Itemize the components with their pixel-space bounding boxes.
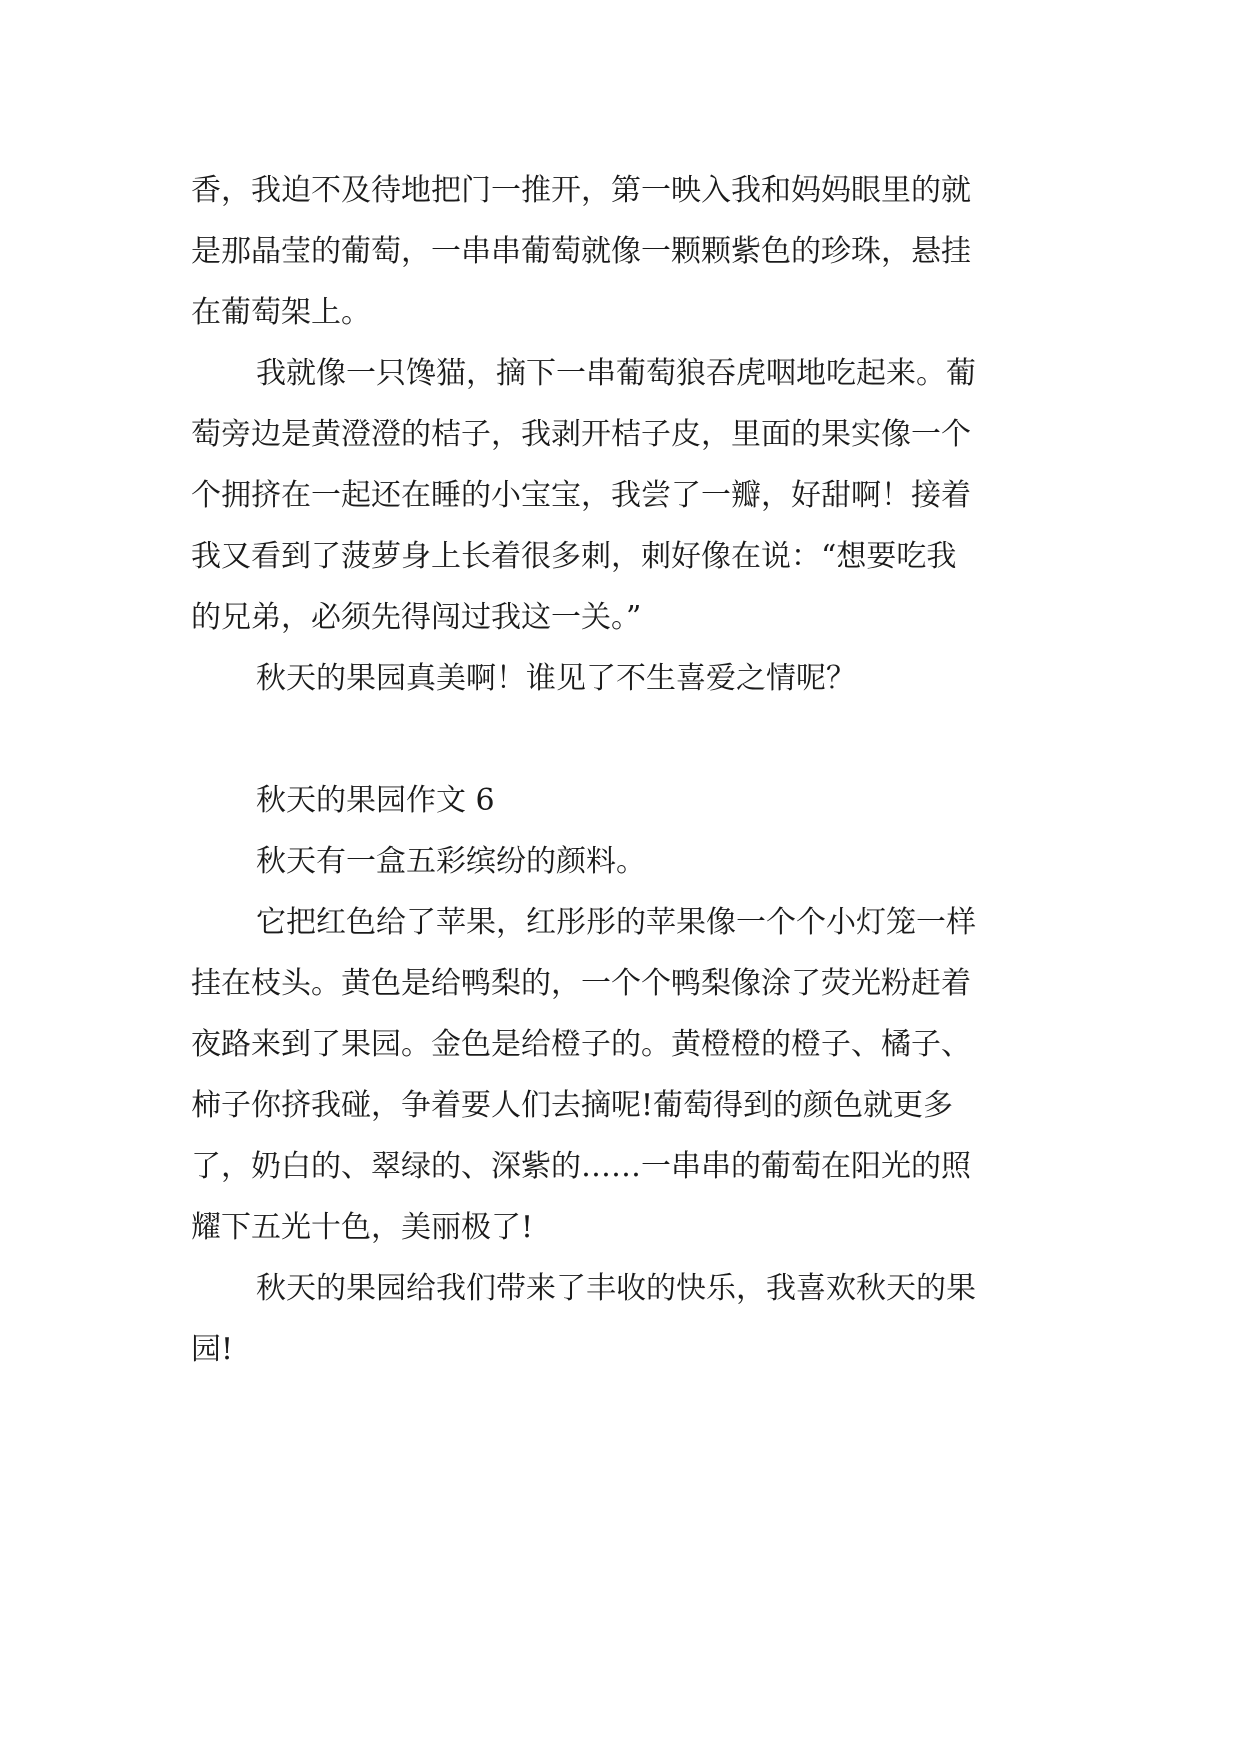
paragraph-line: 挂在枝头。黄色是给鸭梨的，一个个鸭梨像涂了荧光粉赶着 [191, 966, 971, 1001]
paragraph-line: 萄旁边是黄澄澄的桔子，我剥开桔子皮，里面的果实像一个 [191, 417, 971, 452]
paragraph-line: 是那晶莹的葡萄，一串串葡萄就像一颗颗紫色的珍珠，悬挂 [191, 234, 971, 269]
paragraph-line: 耀下五光十色，美丽极了! [191, 1210, 534, 1245]
document-body [191, 160, 1081, 1380]
essay-title: 秋天的果园作文 6 [256, 783, 495, 818]
paragraph-line: 秋天有一盒五彩缤纷的颜料。 [256, 844, 646, 879]
paragraph-line: 夜路来到了果园。金色是给橙子的。黄橙橙的橙子、橘子、 [191, 1027, 971, 1062]
paragraph-line: 的兄弟，必须先得闯过我这一关。” [191, 600, 642, 635]
paragraph-line: 香，我迫不及待地把门一推开，第一映入我和妈妈眼里的就 [191, 173, 971, 208]
paragraph-line: 在葡萄架上。 [191, 295, 371, 330]
paragraph-line: 秋天的果园给我们带来了丰收的快乐，我喜欢秋天的果 [256, 1271, 976, 1306]
paragraph-line: 秋天的果园真美啊！谁见了不生喜爱之情呢？ [256, 661, 856, 696]
paragraph-line: 我又看到了菠萝身上长着很多刺，刺好像在说：“想要吃我 [191, 539, 957, 574]
paragraph-line: 我就像一只馋猫，摘下一串葡萄狼吞虎咽地吃起来。葡 [256, 356, 976, 391]
section-gap [191, 709, 1081, 770]
paragraph-line: 它把红色给了苹果，红彤彤的苹果像一个个小灯笼一样 [256, 905, 976, 940]
paragraph-line: 园! [191, 1332, 234, 1367]
paragraph-line: 个拥挤在一起还在睡的小宝宝，我尝了一瓣，好甜啊！接着 [191, 478, 971, 513]
paragraph-line: 了，奶白的、翠绿的、深紫的……一串串的葡萄在阳光的照 [191, 1149, 971, 1184]
paragraph-line: 柿子你挤我碰，争着要人们去摘呢!葡萄得到的颜色就更多 [191, 1088, 954, 1123]
